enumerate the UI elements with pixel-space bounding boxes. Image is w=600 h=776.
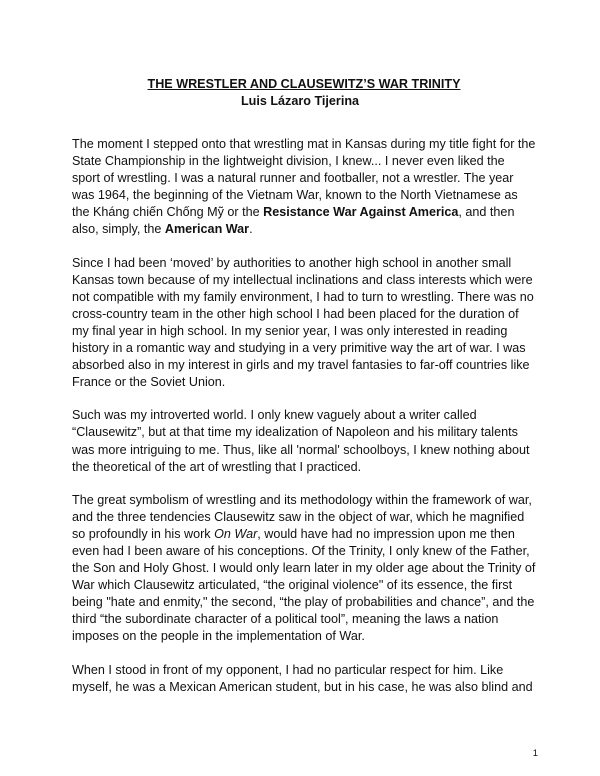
- paragraph-text: The great symbolism of wrestling and its methodology within the framework of war, and the three tendencies Clausewitz saw in the object of war, which he magnified so profoundly in his work: [72, 492, 532, 541]
- paragraph-text: The moment I stepped onto that wrestling mat in Kansas during my title fight for the State Championship in the lightweight division, I knew... I never even liked the sport of wrestling. I was a natural runner and footballer, not a wrestler. The year was 1964, the beginning of the Vietnam War, known to the North Vietnamese as the Kháng chiến Chống Mỹ or the: [72, 137, 536, 220]
- paragraph: When I stood in front of my opponent, I had no particular respect for him. Like myself, he was a Mexican American student, but in his case, he was also blind and: [72, 662, 533, 694]
- paragraph: [72, 492, 536, 646]
- document-title: THE WRESTLER AND CLAUSEWITZ’S WAR TRINITY: [147, 77, 461, 91]
- paragraph: Such was my introverted world. I only knew vaguely about a writer called “Clausewitz”, but at that time my idealization of Napoleon and his military talents was more intriguing to me. Thus, like all 'normal' schoolboys, I knew nothing about the theoretical of the art of wrestling that I practiced.: [72, 408, 530, 474]
- paragraph: Since I had been ‘moved’ by authorities to another high school in another small Kansas town because of my intellectual inclinations and class interests which were not compatible with my family environment, I had to turn to wrestling. There was no cross-country team in the other high school I had been placed for the duration of my final year in high school. In my senior year, I was only interested in reading history in a romantic way and studying in a very primitive way the art of war. I was absorbed also in my interest in girls and my travel fantasies to far-off countries like France or the Soviet Union.: [72, 255, 534, 390]
- bold-text: American War: [164, 222, 250, 237]
- paragraph-text: .: [249, 222, 253, 237]
- paragraph-text: , and then also, simply, the: [72, 205, 515, 237]
- bold-text: Resistance War Against America: [263, 205, 459, 220]
- paragraph-text: , would have had no impression upon me then even had I been aware of his conceptions. Of the Trinity, I only knew of the Father, the Son and Holy Ghost. I would only learn later in my older age about the Trinity of War which Clausewitz articulated, “the original violence" of its essence, the first being "hate and enmity," the second, “the play of probabilities and chance”, and the third “the subordinate character of a political tool”, meaning the laws a nation imposes on the people in the implementation of War.: [72, 526, 536, 644]
- document-body: [72, 136, 536, 696]
- italic-text: On War: [214, 526, 258, 541]
- page-number: 1: [532, 748, 538, 759]
- paragraph: [72, 136, 536, 239]
- document-author: Luis Lázaro Tijerina: [240, 94, 360, 108]
- title-block: [0, 76, 600, 110]
